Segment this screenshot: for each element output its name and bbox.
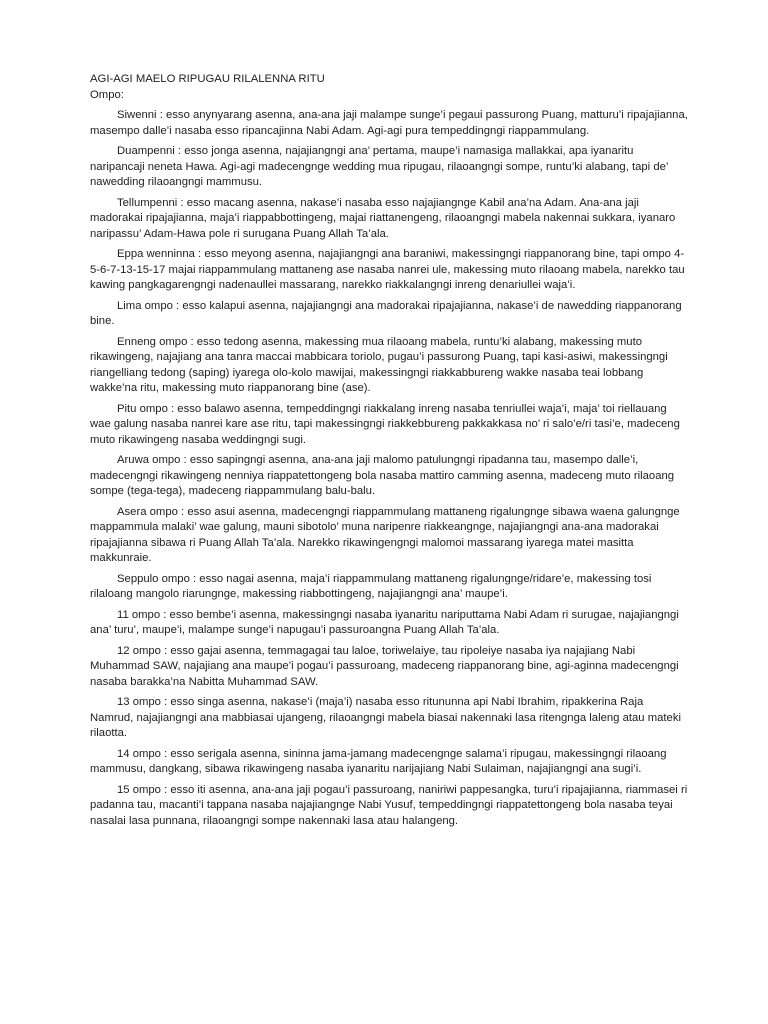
paragraph-text: esso kalapui asenna, najajiangngi ana madorakai ripajajianna, nakase’i de nawedding riappanorang bine. [90, 299, 682, 327]
paragraph-label: 11 ompo : [117, 608, 167, 621]
paragraph-text: esso jonga asenna, najajiangngi ana’ pertama, maupe’i namasiga mallakkai, apa iyanaritu naripancaji neneta Hawa. Agi-agi madecengnge wedding mua ripugau, rilaoangngi sompe, runtu’ki alabang, tapi de’ nawedding rilaoangngi mammusu. [90, 145, 668, 188]
paragraph [90, 783, 688, 830]
paragraph-text: esso macang asenna, nakase’i nasaba esso najajiangnge Kabil ana’na Adam. Ana-ana jaji madorakai ripajajianna, maja’i riappabbottingeng, majai riattanengeng, rilaoangngi mabela nakennai sukkara, iyanaro naripassu’ Adam-Hawa pole ri surugana Puang Allah Ta’ala. [90, 196, 676, 240]
paragraph-label: Tellumpenni : [117, 196, 184, 209]
paragraph-label: Duampenni : [117, 145, 182, 157]
paragraph [90, 402, 688, 449]
paragraph [90, 747, 688, 778]
paragraph [90, 247, 688, 294]
paragraph [90, 695, 688, 742]
paragraph [90, 108, 688, 139]
paragraph-text: esso asui asenna, madecengngi riappammulang mattaneng rigalungnge sibawa waena galungnge mappammula malaki’ wae galung, mauni sibotolo’ muna naripenre riakkeangnge, najajiangngi ana-ana madorakai ripajajianna sibawa ri Puang Allah Ta’ala. Narekko rikawingengngi malomoi massarang iyarega matei masitta makkunraie. [90, 505, 680, 564]
paragraph-label: Eppa wenninna : [117, 248, 202, 260]
paragraph [90, 299, 688, 330]
paragraph [90, 644, 688, 691]
paragraph [90, 572, 688, 603]
paragraph-text: esso iti asenna, ana-ana jaji pogau’i passuroang, naniriwi pappesangka, turu’i ripajajianna, riammasei ri padanna tau, macanti’i tappana nasaba najajiangnge Nabi Yusuf, tempeddingngi riappatettongeng bola nasaba teyai nasalai lasa punnana, rilaoangngi sompe nakennaki lasa atau halangeng. [90, 783, 688, 827]
paragraph [90, 196, 688, 243]
paragraph-label: Pitu ompo : [117, 402, 175, 415]
paragraph [90, 608, 688, 639]
paragraph-list [90, 108, 688, 829]
paragraph-text: esso sapingngi asenna, ana-ana jaji malomo patulungngi ripadanna tau, masempo dalle’i, madecengngi rikawingeng nenniya riappatettongeng bola nasaba mattiro camming asenna, madeceng muto rilaoang sompe (tega-tega), madeceng riappammulang balu-balu. [90, 454, 675, 497]
paragraph [90, 335, 688, 397]
paragraph-label: 12 ompo : [117, 644, 168, 657]
document-subtitle: Ompo: [90, 88, 124, 101]
paragraph-text: esso meyong asenna, najajiangngi ana baraniwi, makessingngi riappanorang bine, tapi ompo 4-5-6-7-13-15-17 majai riappammulang mattaneng ase nasaba nanrei ule, makessing muto rilaoang mabela, narekko tau kawing pangkagarengngi nadenaullei massarang, narekko riakkalangngi inreng denariullei waja’i. [90, 248, 685, 291]
paragraph-label: Asera ompo : [117, 505, 185, 518]
paragraph-text: esso nagai asenna, maja’i riappammulang mattaneng rigalungnge/ridare’e, makessing tosi rilaloang mangolo riarungnge, makessing riabbottingeng, najajiangngi ana’ maupe’i. [90, 572, 652, 600]
paragraph [90, 144, 688, 191]
paragraph [90, 505, 688, 567]
paragraph-text: esso gajai asenna, temmagagai tau laloe, toriwelaiye, tau ripoleiye nasaba iya najajiang Nabi Muhammad SAW, najajiang ana maupe’i pogau’i passuroang, madeceng riappanorang bine, agi-aginna madecengngi nasaba barakka’na Nabitta Muhammad SAW. [90, 644, 679, 688]
paragraph-text: esso tedong asenna, makessing mua rilaoang mabela, runtu’ki alabang, makessing muto rikawingeng, najajiang ana tanra maccai mabbicara toriolo, pugau’i passurong Puang, tapi kasi-asiwi, makessingngi riangelliang tedong (saping) iyarega olo-kolo mawijai, makessingngi riakkabbureng wakke nasaba teai lobbang wakke’na ritu, makessing muto riappanorang bine (ase). [90, 335, 668, 394]
paragraph [90, 453, 688, 500]
paragraph-label: 14 ompo : [117, 747, 168, 760]
document-title: AGI-AGI MAELO RIPUGAU RILALENNA RITU [90, 73, 325, 85]
paragraph-label: Seppulo ompo : [117, 572, 197, 585]
paragraph-text: esso singa asenna, nakase’i (maja’i) nasaba esso ritununna api Nabi Ibrahim, ripakkerina Raja Namrud, najajiangngi ana mabbiasai ujangeng, rilaoangngi mabela biasai nakennaki lasa ritengnga laleng atau mateki rilaotta. [90, 696, 681, 739]
paragraph-label: Lima ompo : [117, 299, 180, 312]
paragraph-label: Siwenni : [117, 109, 163, 121]
paragraph-text: esso bembe’i asenna, makessingngi nasaba iyanaritu nariputtama Nabi Adam ri surugae, najajiangngi ana’ turu’, maupe’i, malampe sunge’i napugau’i passuroangna Puang Allah Ta’ala. [90, 608, 679, 636]
paragraph-label: 15 ompo : [117, 783, 168, 796]
paragraph-label: Enneng ompo : [117, 335, 194, 348]
paragraph-text: esso anynyarang asenna, ana-ana jaji malampe sunge’i pegaui passurong Puang, matturu’i ripajajianna, masempo dalle’i nasaba esso ripancajinna Nabi Adam. Agi-agi pura tempeddingngi riappammulang. [90, 109, 688, 137]
paragraph-label: Aruwa ompo : [117, 454, 187, 466]
paragraph-text: esso serigala asenna, sininna jama-jamang madecengnge salama’i ripugau, makessingngi rilaoang mammusu, dangkang, sibawa rikawingeng nasaba iyanaritu narijajiang Nabi Sulaiman, najajiangngi ana sugi’i. [90, 747, 667, 775]
paragraph-text: esso balawo asenna, tempeddingngi riakkalang inreng nasaba tenriullei waja’i, maja’ toi riellauang wae galung nasaba nanrei kare ase ritu, tapi makessingngi riakkebbureng pakkakkasa no’ ri salo’e/ri tasi’e, madeceng muto rikawingeng nasaba weddingngi sugi. [90, 402, 680, 446]
paragraph-label: 13 ompo : [117, 696, 168, 708]
